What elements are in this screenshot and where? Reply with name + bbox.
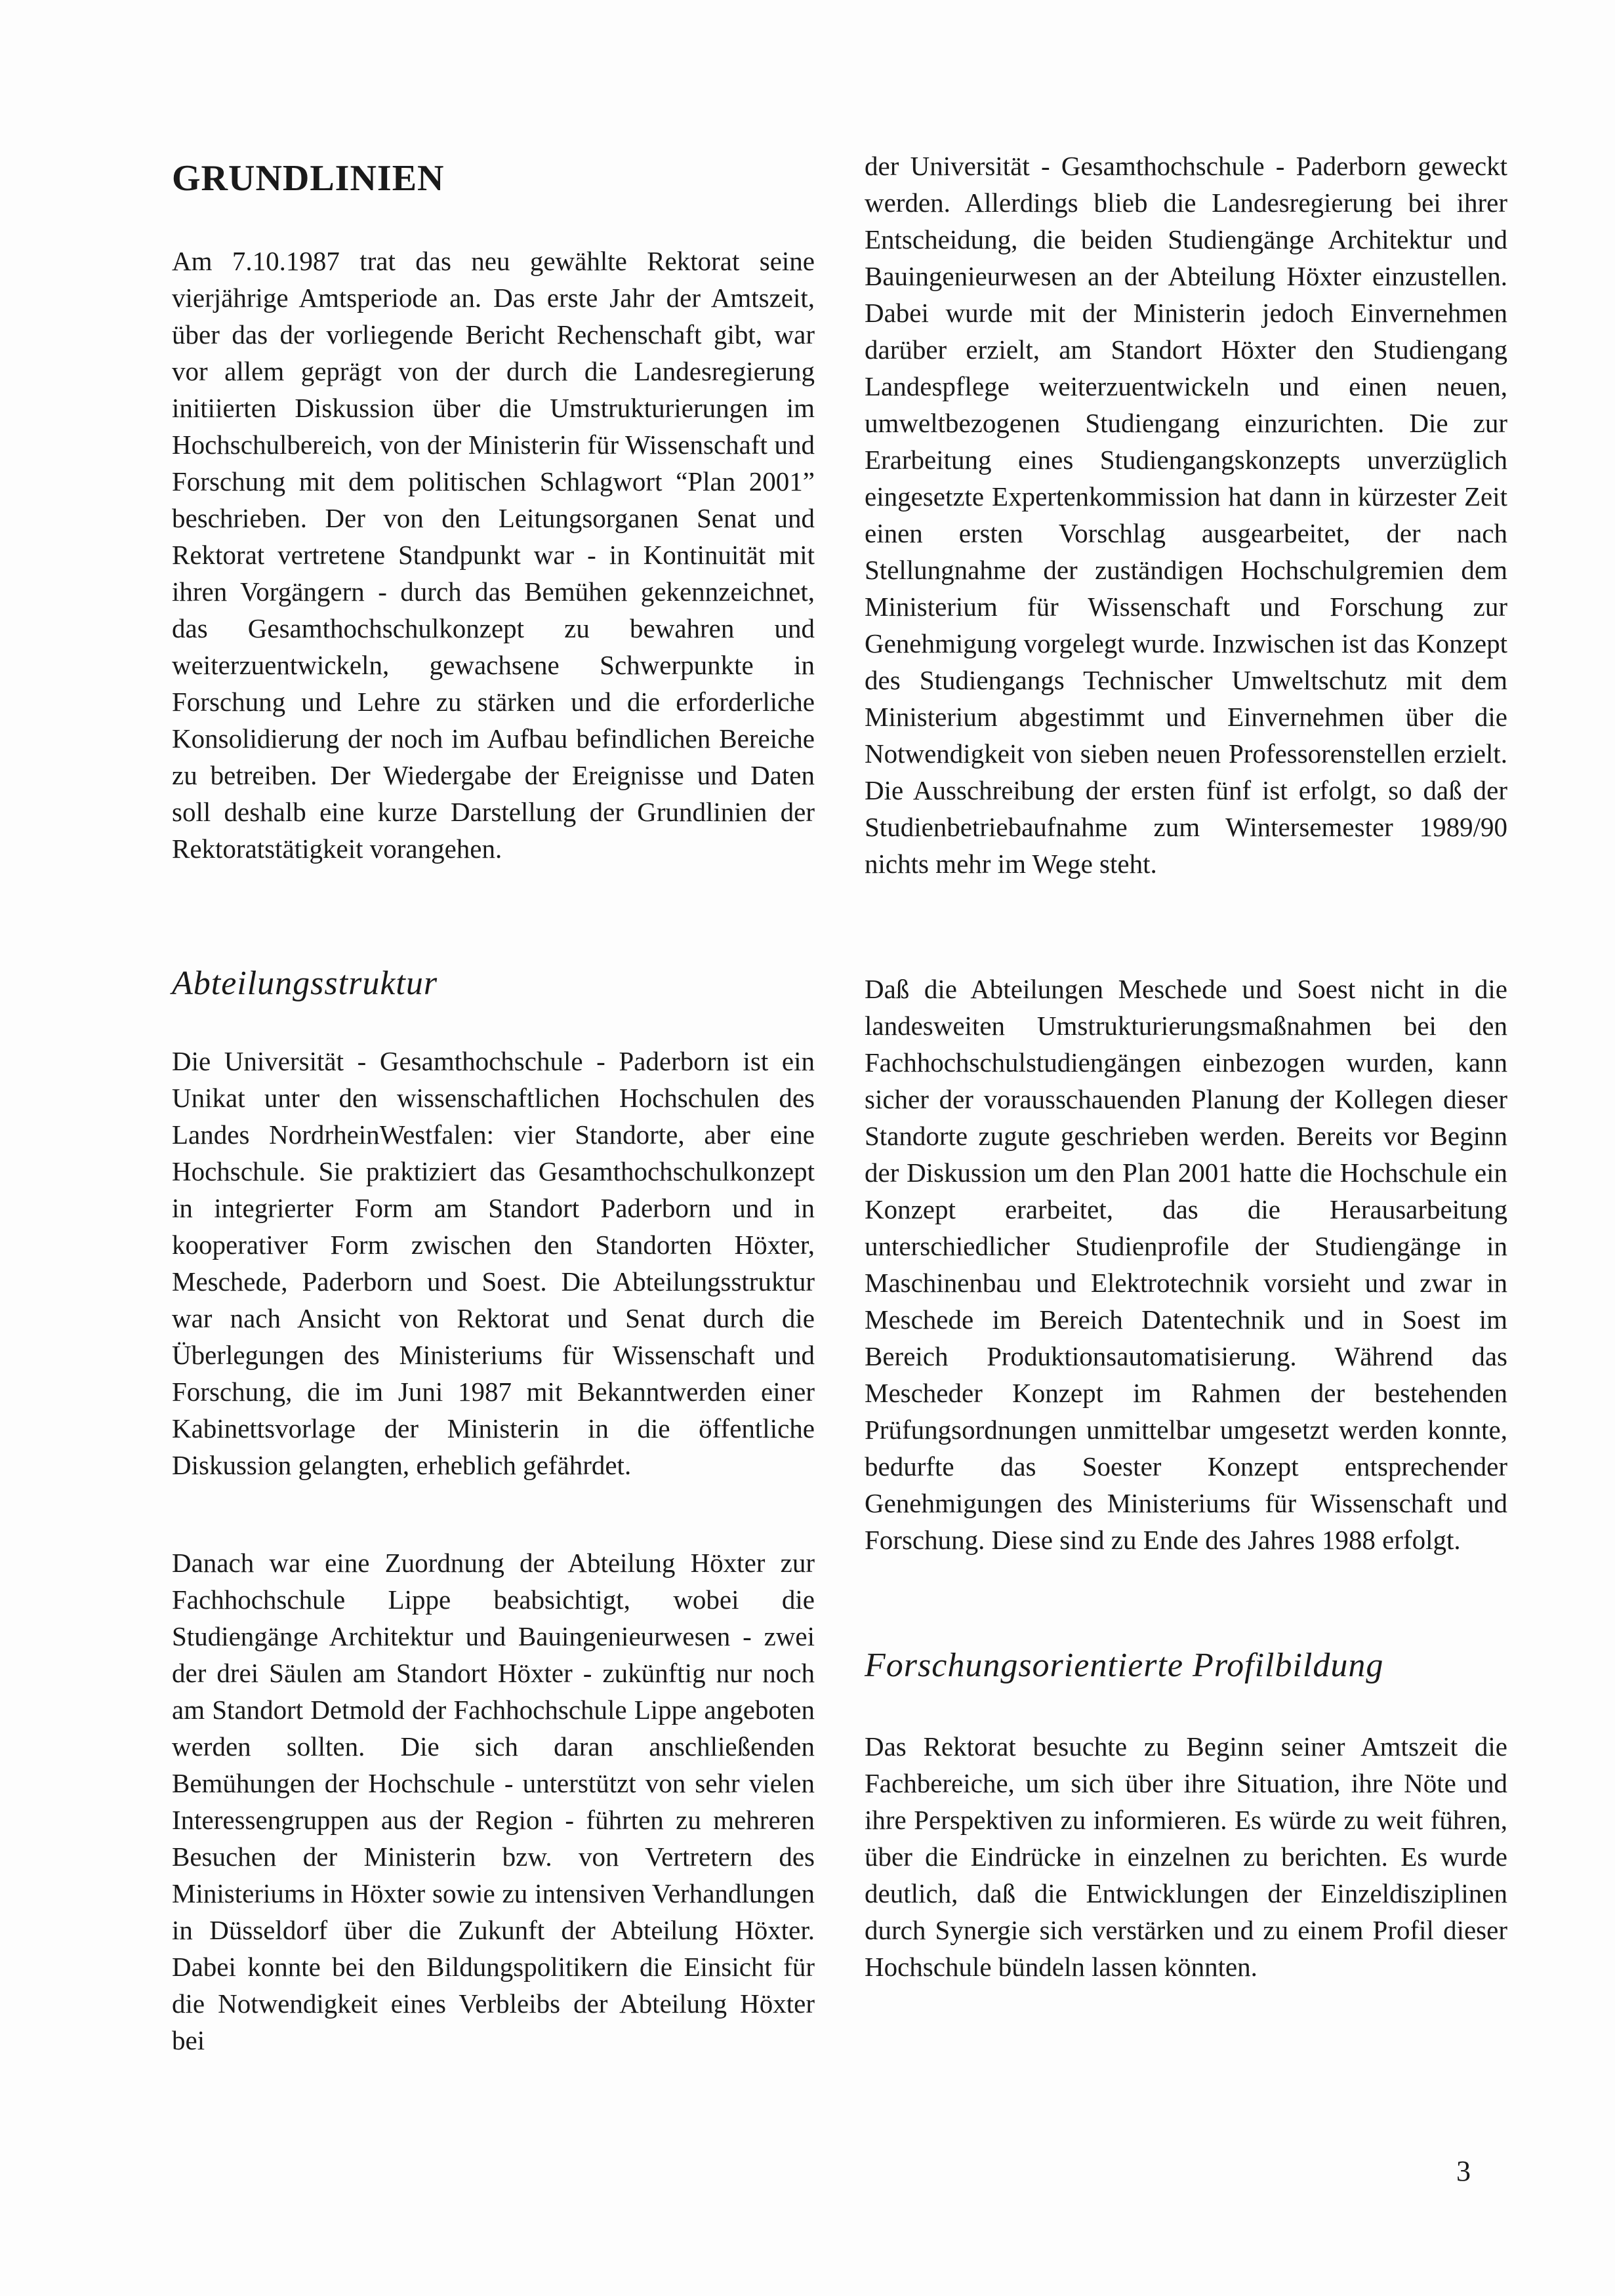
meschede-soest-paragraph: Daß die Abteilungen Meschede und Soest nicht in die landesweiten Umstrukturierungsmaßnahmen bei den Fachhochschulstudiengängen einbezogen wurden, kann sicher der vorausschauenden Planung der Kollegen dieser Standorte zugute geschrieben werden. Bereits vor Beginn der Diskussion um den Plan 2001 hatte die Hochschule ein Konzept erarbeitet, das die Herausarbeitung unterschiedlicher Studienprofile der Studiengänge in Maschinenbau und Elektrotechnik vorsieht und zwar in Meschede im Bereich Datentechnik und in Soest im Bereich Produktionsautomatisierung. Während das Mescheder Konzept im Rahmen der bestehenden Prüfungsordnungen unmittelbar umgesetzt werden konnte, bedurfte das Soester Konzept entsprechender Genehmigungen des Ministeriums für Wissenschaft und Forschung. Diese sind zu Ende des Jahres 1988 erfolgt. <box>865 974 1507 1555</box>
profilbildung-paragraph: Das Rektorat besuchte zu Beginn seiner Amtszeit die Fachbereiche, um sich über ihre Situation, ihre Nöte und ihre Perspektiven zu informieren. Es würde zu weit führen, über die Eindrücke in einzelnen zu berichten. Es wurde deutlich, daß die Entwicklungen der Einzeldisziplinen durch Synergie sich verstärken und zu einem Profil dieser Hochschule bündeln lassen könnten. <box>865 1731 1507 1982</box>
page-number: 3 <box>1456 2155 1471 2187</box>
continued-paragraph: der Universität - Gesamthochschule - Paderborn geweckt werden. Allerdings blieb die Landesregierung bei ihrer Entscheidung, die beiden Studiengänge Architektur und Bauingenieurwesen an der Abteilung Höxter einzustellen. Dabei wurde mit der Ministerin jedoch Einvernehmen darüber erzielt, am Standort Höxter den Studiengang Landespflege weiterzuentwickeln und einen neuen, umweltbezogenen Studiengang einzurichten. Die zur Erarbeitung eines Studiengangskonzepts unverzüglich eingesetzte Expertenkommission hat dann in kürzester Zeit einen ersten Vorschlag ausgearbeitet, der nach Stellungnahme der zuständigen Hochschulgremien dem Ministerium für Wissenschaft und Forschung zur Genehmigung vorgelegt wurde. Inzwischen ist das Konzept des Studiengangs Technischer Umweltschutz mit dem Ministerium abgestimmt und Einvernehmen über die Notwendigkeit von sieben neuen Professorenstellen erzielt. Die Ausschreibung der ersten fünf ist erfolgt, so daß der Studienbetriebaufnahme zum Wintersemester 1989/90 nichts mehr im Wege steht. <box>865 151 1507 879</box>
section-heading-abteilungsstruktur: Abteilungsstruktur <box>172 965 438 1002</box>
abteilungsstruktur-paragraph-2: Danach war eine Zuordnung der Abteilung Höxter zur Fachhochschule Lippe beabsichtigt, wobei die Studiengänge Architektur und Bauingenieurwesen - zwei der drei Säulen am Standort Höxter - zukünftig nur noch am Standort Detmold der Fachhochschule Lippe angeboten werden sollten. Die sich daran anschließenden Bemühungen der Hochschule - unterstützt von sehr vielen Interessengruppen aus der Region - führten zu mehreren Besuchen der Ministerin bzw. von Vertretern des Ministeriums in Höxter sowie zu intensiven Verhandlungen in Düsseldorf über die Zukunft der Abteilung Höxter. Dabei konnte bei den Bildungspolitikern die Einsicht für die Notwendigkeit eines Verbleibs der Abteilung Höxter bei <box>172 1548 815 2055</box>
abteilungsstruktur-paragraph-1: Die Universität - Gesamthochschule - Paderborn ist ein Unikat unter den wissenschaftlichen Hochschulen des Landes NordrheinWestfalen: vier Standorte, aber eine Hochschule. Sie praktiziert das Gesamthochschulkonzept in integrierter Form am Standort Paderborn und in kooperativer Form zwischen den Standorten Höxter, Meschede, Paderborn und Soest. Die Abteilungsstruktur war nach Ansicht von Rektorat und Senat durch die Überlegungen des Ministeriums für Wissenschaft und Forschung, die im Juni 1987 mit Bekanntwerden einer Kabinettsvorlage der Ministerin in die öffentliche Diskussion gelangten, erheblich gefährdet. <box>172 1046 815 1480</box>
section-heading-profilbildung: Forschungsorientierte Profilbildung <box>865 1647 1384 1684</box>
page-title: GRUNDLINIEN <box>172 158 445 199</box>
intro-paragraph: Am 7.10.1987 trat das neu gewählte Rektorat seine vierjährige Amtsperiode an. Das erste Jahr der Amtszeit, über das der vorliegende Bericht Rechenschaft gibt, war vor allem geprägt von der durch die Landesregierung initiierten Diskussion über die Umstrukturierungen im Hochschulbereich, von der Ministerin für Wissenschaft und Forschung mit dem politischen Schlagwort “Plan 2001” beschrieben. Der von den Leitungsorganen Senat und Rektorat vertretene Standpunkt war - in Kontinuität mit ihren Vorgängern - durch das Bemühen gekennzeichnet, das Gesamthochschulkonzept zu bewahren und weiterzuentwickeln, gewachsene Schwerpunkte in Forschung und Lehre zu stärken und die erforderliche Konsolidierung der noch im Aufbau befindlichen Bereiche zu betreiben. Der Wiedergabe der Ereignisse und Daten soll deshalb eine kurze Darstellung der Grundlinien der Rektoratstätigkeit vorangehen. <box>172 246 815 864</box>
